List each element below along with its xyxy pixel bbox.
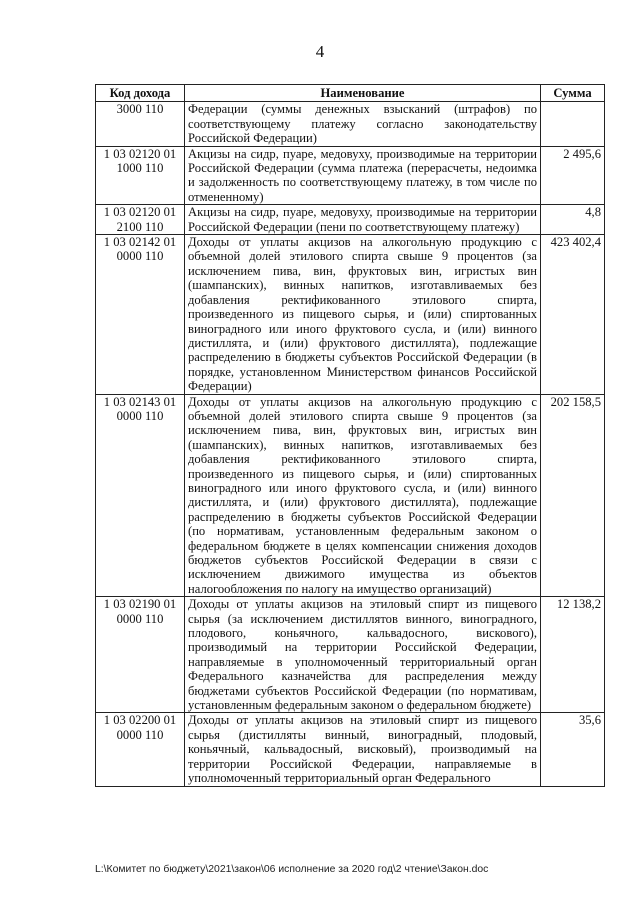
revenue-sum-cell: 12 138,2 [541, 597, 605, 713]
table-row [96, 146, 605, 205]
revenue-sum-cell: 2 495,6 [541, 146, 605, 205]
page-number: 4 [315, 42, 325, 61]
column-header-code: Код дохода [96, 85, 185, 102]
revenue-code-line: 0000 110 [116, 249, 164, 264]
revenue-name-cell: Доходы от уплаты акцизов на этиловый спирт из пищевого сырья (дистилляты винный, виноградный, плодовый, коньячный, кальвадосный, висковый), производимый на территории Российской Федерации, направляемые в уполномоченный территориальный орган Федерального [185, 713, 541, 786]
revenue-name-cell: Доходы от уплаты акцизов на алкогольную продукцию с объемной долей этилового спирта свыше 9 процентов (за исключением пива, вин, фруктовых вин, игристых вин (шампанских), винных напитков, изготавливаемых без добавления ректификованного этилового спирта, произведенного из пищевого сырья, и (или) спиртованных виноградного или иного фруктового сусла, и (или) винного дистиллята, и (или) фруктового дистиллята), подлежащие распределению в бюджеты субъектов Российской Федерации (в порядке, установленном Министерством финансов Российской Федерации) [185, 235, 541, 394]
revenue-code-cell [96, 597, 185, 713]
revenue-code-line: 3000 110 [116, 102, 164, 117]
table-row [96, 597, 605, 713]
revenue-code-cell [96, 235, 185, 394]
table-row [96, 205, 605, 235]
revenue-code-line: 1 03 02143 01 [103, 394, 177, 409]
revenue-sum-cell: 4,8 [541, 205, 605, 235]
revenue-code-line: 1000 110 [116, 161, 164, 176]
table-row [96, 235, 605, 394]
column-header-name: Наименование [185, 85, 541, 102]
revenue-code-line: 1 03 02190 01 [103, 597, 177, 612]
revenue-code-line: 1 03 02120 01 [103, 205, 177, 220]
revenue-code-line: 1 03 02200 01 [103, 713, 177, 728]
revenue-code-cell [96, 713, 185, 786]
revenue-name-cell: Доходы от уплаты акцизов на алкогольную продукцию с объемной долей этилового спирта свыше 9 процентов (за исключением пива, вин, фруктовых вин, игристых вин (шампанских), винных напитков, изготавливаемых без добавления ректификованного этилового спирта, произведенного из пищевого сырья, и (или) спиртованных виноградного или иного фруктового сусла, и (или) винного дистиллята, и (или) фруктового дистиллята), подлежащие распределению в бюджеты субъектов Российской Федерации (по нормативам, установленным федеральным законом о федеральном бюджете в целях компенсации снижения доходов бюджетов субъектов Российской Федерации в связи с исключением движимого имущества из объектов налогообложения по налогу на имущество организаций) [185, 394, 541, 597]
revenue-code-cell [96, 394, 185, 597]
footer-file-path: L:\Комитет по бюджету\2021\закон\06 исполнение за 2020 год\2 чтение\Закон.doc [95, 864, 489, 875]
table-row [96, 394, 605, 597]
revenue-sum-cell: 35,6 [541, 713, 605, 786]
revenue-code-line: 0000 110 [116, 408, 164, 423]
revenue-name-cell: Доходы от уплаты акцизов на этиловый спирт из пищевого сырья (за исключением дистиллятов винного, виноградного, плодового, коньячного, кальвадосного, вискового), производимый на территории Российской Федерации, направляемые в уполномоченный территориальный орган Федерального казначейства для распределения между бюджетами субъектов Российской Федерации (по нормативам, установленным федеральным законом о федеральном бюджете) [185, 597, 541, 713]
revenue-code-line: 1 03 02120 01 [103, 146, 177, 161]
column-header-sum: Сумма [541, 85, 605, 102]
table-row [96, 102, 605, 146]
revenue-sum-cell [541, 102, 605, 146]
revenue-code-line: 1 03 02142 01 [103, 235, 177, 250]
revenue-name-cell: Федерации (суммы денежных взысканий (штрафов) по соответствующему платежу согласно законодательству Российской Федерации) [185, 102, 541, 146]
revenue-code-cell [96, 205, 185, 235]
revenue-code-line: 0000 110 [116, 611, 164, 626]
revenue-sum-cell: 423 402,4 [541, 235, 605, 394]
revenue-code-cell [96, 102, 185, 146]
revenue-name-cell: Акцизы на сидр, пуаре, медовуху, производимые на территории Российской Федерации (пени по соответствующему платежу) [185, 205, 541, 235]
revenue-name-cell: Акцизы на сидр, пуаре, медовуху, производимые на территории Российской Федерации (сумма платежа (перерасчеты, недоимка и задолженность по соответствующему платежу, в том числе по отмененному) [185, 146, 541, 205]
table-row [96, 713, 605, 786]
revenue-sum-cell: 202 158,5 [541, 394, 605, 597]
table-header-row [96, 85, 605, 102]
revenue-code-line: 0000 110 [116, 727, 164, 742]
revenue-table [95, 84, 605, 787]
revenue-code-line: 2100 110 [116, 219, 164, 234]
revenue-code-cell [96, 146, 185, 205]
